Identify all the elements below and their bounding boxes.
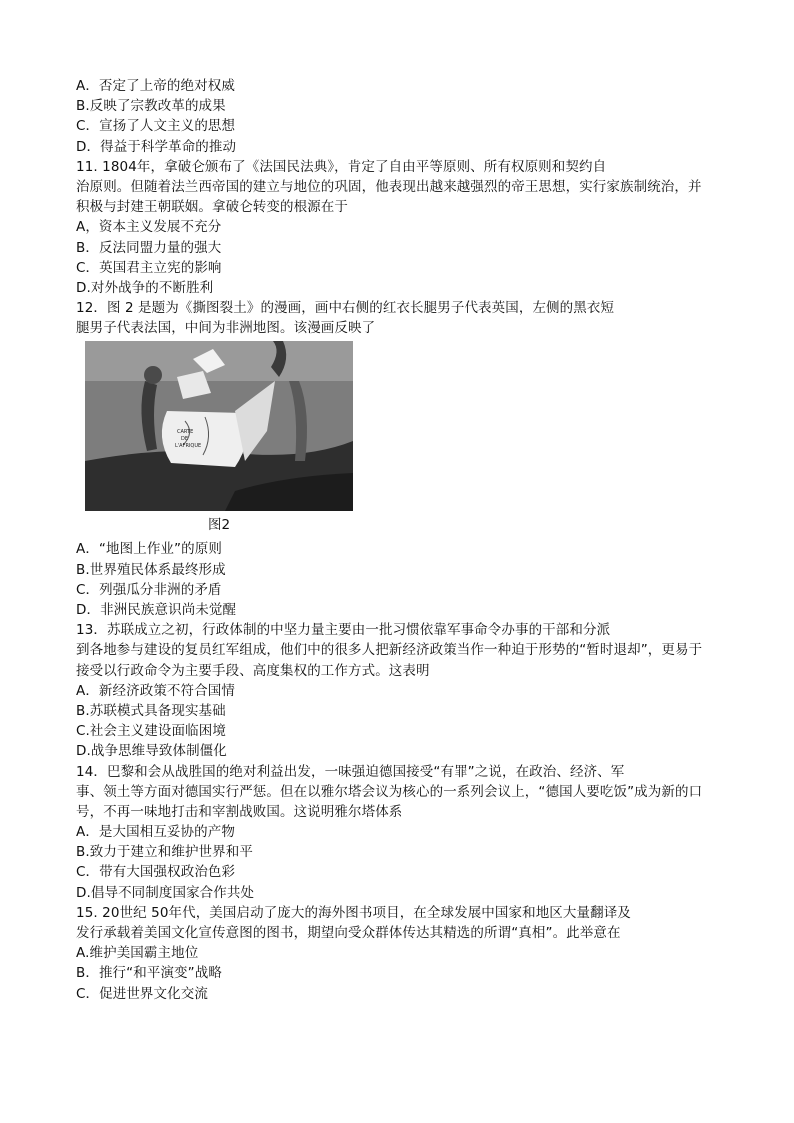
svg-text:CARTE: CARTE [177,429,194,436]
question-stem-line: 15. 20世纪 50年代，美国启动了庞大的海外图书项目，在全球发展中国家和地区大量翻译及 [76,904,631,921]
question-12 [76,298,726,620]
figure-caption: 图2 [208,517,231,534]
svg-text:DE: DE [181,436,189,443]
option-c: C．促进世界文化交流 [76,985,208,1002]
question-15 [76,903,726,1004]
question-stem-line: 治原则。但随着法兰西帝国的建立与地位的巩固，他表现出越来越强烈的帝王思想，实行家族制统治，并 [76,178,702,195]
svg-text:L'AFRIQUE: L'AFRIQUE [175,443,202,450]
option-b: B.致力于建立和维护世界和平 [76,844,253,861]
question-stem-line: 到各地参与建设的复员红军组成，他们中的很多人把新经济政策当作一种迫于形势的“暂时退却”，更易于 [76,642,703,659]
cartoon-illustration [85,341,353,511]
option-a: A．否定了上帝的绝对权威 [76,78,235,94]
option-d: D．得益于科学革命的推动 [76,138,237,155]
option-b: B．推行“和平演变”战略 [76,965,222,982]
question-stem-line: 11. 1804年，拿破仑颁布了《法国民法典》，肯定了自由平等原则、所有权原则和契约自 [76,158,607,175]
question-stem-line: 接受以行政命令为主要手段、高度集权的工作方式。这表明 [76,662,430,679]
option-d: D.倡导不同制度国家合作共处 [76,884,255,901]
question-10-options [76,76,726,157]
option-b: B.苏联模式具备现实基础 [76,702,226,719]
option-d: D.战争思维导致体制僵化 [76,743,227,760]
question-stem-line: 号，不再一味地打击和宰割战败国。这说明雅尔塔体系 [76,803,403,820]
option-c: C．带有大国强权政治色彩 [76,864,236,881]
option-a: A．是大国相互妥协的产物 [76,824,235,841]
option-b: B.反映了宗教改革的成果 [76,98,226,115]
option-b: B．反法同盟力量的强大 [76,239,222,256]
option-d: D.对外战争的不断胜利 [76,279,214,296]
option-c: C．宣扬了人文主义的思想 [76,118,236,135]
cartoon-image [85,341,353,511]
question-stem-line: 14．巴黎和会从战胜国的绝对利益出发，一味强迫德国接受“有罪”之说，在政治、经济、军 [76,763,625,780]
option-a: A，资本主义发展不充分 [76,219,222,236]
question-stem-line: 发行承载着美国文化宣传意图的图书，期望向受众群体传达其精选的所谓“真相”。此举意在 [76,925,621,941]
question-stem-line: 事、领土等方面对德国实行严惩。但在以雅尔塔会议为核心的一系列会议上，“德国人要吃饭”成为新的口 [76,783,703,800]
option-a: A．新经济政策不符合国情 [76,682,235,699]
question-stem-line: 12．图 2 是题为《撕图裂土》的漫画，画中右侧的红衣长腿男子代表英国，左侧的黑衣短 [76,300,615,317]
exam-page [76,76,726,1004]
question-stem-line: 腿男子代表法国，中间为非洲地图。该漫画反映了 [76,320,376,337]
option-a: A.维护美国霸主地位 [76,945,199,962]
question-stem-line: 积极与封建王朝联姻。拿破仑转变的根源在于 [76,199,348,216]
option-b: B.世界殖民体系最终形成 [76,561,226,578]
option-d: D．非洲民族意识尚未觉醒 [76,602,237,618]
question-11 [76,157,726,298]
option-c: C．列强瓜分非洲的矛盾 [76,581,222,598]
question-14 [76,762,726,903]
option-a: A．“地图上作业”的原则 [76,541,222,558]
option-c: C．英国君主立宪的影响 [76,259,222,276]
question-13 [76,620,726,761]
question-stem-line: 13．苏联成立之初，行政体制的中坚力量主要由一批习惯依靠军事命令办事的干部和分派 [76,622,611,639]
option-c: C.社会主义建设面临困境 [76,723,226,740]
